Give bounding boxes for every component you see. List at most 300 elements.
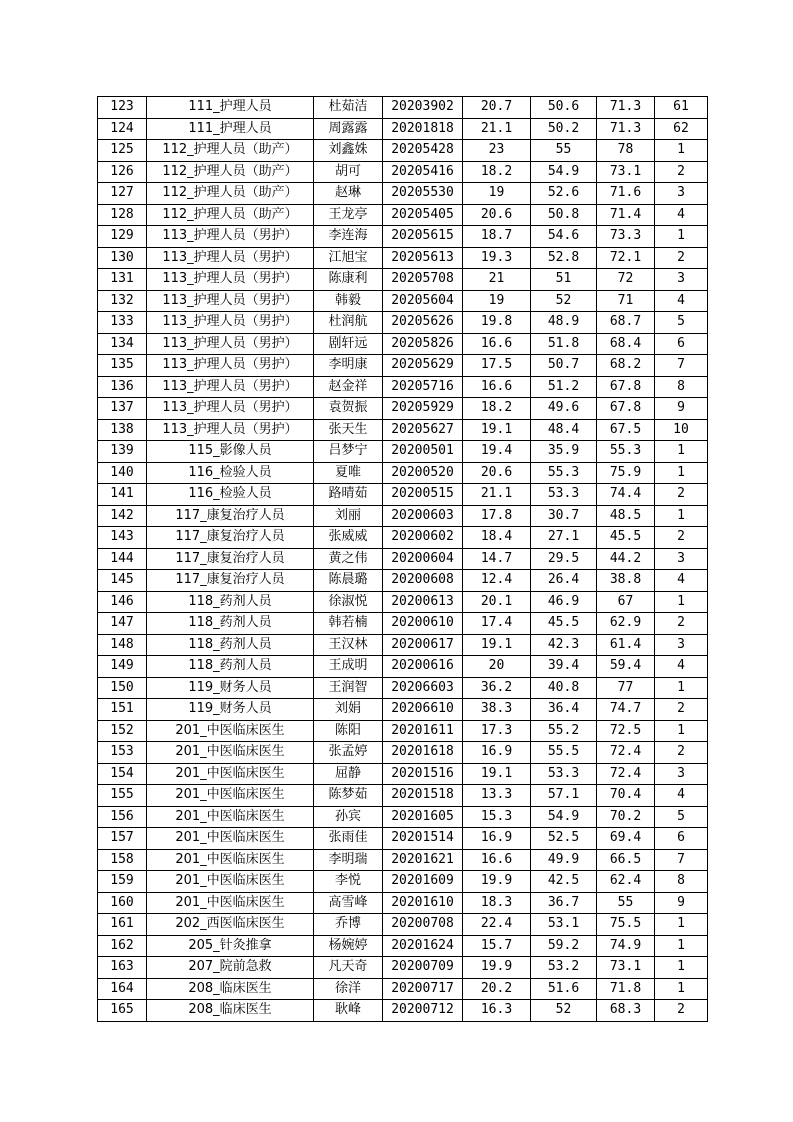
position-cell: 202_西医临床医生 <box>147 914 314 936</box>
exam-id-cell: 20200515 <box>383 484 463 506</box>
table-row <box>98 462 708 484</box>
rank-cell: 9 <box>655 398 708 420</box>
total-score-cell: 73.3 <box>597 226 655 248</box>
position-cell: 113_护理人员（男护） <box>147 290 314 312</box>
score-a-cell: 21.1 <box>463 118 531 140</box>
exam-id-cell: 20205627 <box>383 419 463 441</box>
position-cell: 115_影像人员 <box>147 441 314 463</box>
score-b-cell: 55 <box>531 140 597 162</box>
name-cell: 杜茹洁 <box>314 97 383 119</box>
table-row <box>98 828 708 850</box>
position-cell: 201_中医临床医生 <box>147 892 314 914</box>
position-cell: 208_临床医生 <box>147 1000 314 1022</box>
total-score-cell: 71.8 <box>597 978 655 1000</box>
score-a-cell: 15.7 <box>463 935 531 957</box>
position-cell: 207_院前急救 <box>147 957 314 979</box>
name-cell: 王润智 <box>314 677 383 699</box>
name-cell: 陈阳 <box>314 720 383 742</box>
score-a-cell: 20.6 <box>463 462 531 484</box>
name-cell: 韩毅 <box>314 290 383 312</box>
rank-cell: 1 <box>655 226 708 248</box>
table-row <box>98 548 708 570</box>
exam-id-cell: 20203902 <box>383 97 463 119</box>
exam-id-cell: 20200610 <box>383 613 463 635</box>
total-score-cell: 68.3 <box>597 1000 655 1022</box>
position-cell: 119_财务人员 <box>147 699 314 721</box>
exam-id-cell: 20200603 <box>383 505 463 527</box>
rank-cell: 6 <box>655 828 708 850</box>
score-a-cell: 16.6 <box>463 333 531 355</box>
score-b-cell: 39.4 <box>531 656 597 678</box>
total-score-cell: 75.5 <box>597 914 655 936</box>
table-row <box>98 269 708 291</box>
score-a-cell: 20.1 <box>463 591 531 613</box>
score-b-cell: 35.9 <box>531 441 597 463</box>
rank-cell: 10 <box>655 419 708 441</box>
name-cell: 周露露 <box>314 118 383 140</box>
score-a-cell: 17.4 <box>463 613 531 635</box>
score-b-cell: 59.2 <box>531 935 597 957</box>
total-score-cell: 55 <box>597 892 655 914</box>
exam-id-cell: 20205826 <box>383 333 463 355</box>
row-index-cell: 137 <box>98 398 147 420</box>
exam-id-cell: 20205615 <box>383 226 463 248</box>
row-index-cell: 134 <box>98 333 147 355</box>
position-cell: 201_中医临床医生 <box>147 720 314 742</box>
rank-cell: 2 <box>655 484 708 506</box>
total-score-cell: 78 <box>597 140 655 162</box>
row-index-cell: 130 <box>98 247 147 269</box>
rank-cell: 1 <box>655 720 708 742</box>
table-row <box>98 806 708 828</box>
score-a-cell: 20.2 <box>463 978 531 1000</box>
position-cell: 116_检验人员 <box>147 484 314 506</box>
table-row <box>98 118 708 140</box>
row-index-cell: 165 <box>98 1000 147 1022</box>
rank-cell: 1 <box>655 677 708 699</box>
exam-id-cell: 20205604 <box>383 290 463 312</box>
total-score-cell: 38.8 <box>597 570 655 592</box>
exam-id-cell: 20205716 <box>383 376 463 398</box>
position-cell: 116_检验人员 <box>147 462 314 484</box>
score-a-cell: 36.2 <box>463 677 531 699</box>
name-cell: 高雪峰 <box>314 892 383 914</box>
name-cell: 胡可 <box>314 161 383 183</box>
name-cell: 路晴茹 <box>314 484 383 506</box>
name-cell: 陈梦茹 <box>314 785 383 807</box>
row-index-cell: 158 <box>98 849 147 871</box>
row-index-cell: 153 <box>98 742 147 764</box>
score-b-cell: 52.6 <box>531 183 597 205</box>
row-index-cell: 142 <box>98 505 147 527</box>
rank-cell: 1 <box>655 914 708 936</box>
table-row <box>98 677 708 699</box>
rank-cell: 3 <box>655 634 708 656</box>
rank-cell: 2 <box>655 527 708 549</box>
total-score-cell: 67.8 <box>597 398 655 420</box>
table-row <box>98 247 708 269</box>
total-score-cell: 74.7 <box>597 699 655 721</box>
exam-id-cell: 20200616 <box>383 656 463 678</box>
name-cell: 刘鑫姝 <box>314 140 383 162</box>
name-cell: 陈康利 <box>314 269 383 291</box>
row-index-cell: 157 <box>98 828 147 850</box>
rank-cell: 2 <box>655 742 708 764</box>
score-a-cell: 17.8 <box>463 505 531 527</box>
position-cell: 119_财务人员 <box>147 677 314 699</box>
exam-id-cell: 20205629 <box>383 355 463 377</box>
score-a-cell: 23 <box>463 140 531 162</box>
exam-id-cell: 20200501 <box>383 441 463 463</box>
exam-id-cell: 20200709 <box>383 957 463 979</box>
rank-cell: 4 <box>655 656 708 678</box>
score-a-cell: 19 <box>463 290 531 312</box>
total-score-cell: 55.3 <box>597 441 655 463</box>
score-a-cell: 18.7 <box>463 226 531 248</box>
table-row <box>98 441 708 463</box>
row-index-cell: 161 <box>98 914 147 936</box>
name-cell: 刘丽 <box>314 505 383 527</box>
name-cell: 李明康 <box>314 355 383 377</box>
rank-cell: 2 <box>655 161 708 183</box>
score-a-cell: 19.1 <box>463 763 531 785</box>
row-index-cell: 156 <box>98 806 147 828</box>
total-score-cell: 59.4 <box>597 656 655 678</box>
table-row <box>98 957 708 979</box>
table-row <box>98 290 708 312</box>
position-cell: 201_中医临床医生 <box>147 742 314 764</box>
table-row <box>98 634 708 656</box>
row-index-cell: 123 <box>98 97 147 119</box>
score-b-cell: 46.9 <box>531 591 597 613</box>
table-row <box>98 355 708 377</box>
rank-cell: 3 <box>655 548 708 570</box>
total-score-cell: 62.4 <box>597 871 655 893</box>
total-score-cell: 69.4 <box>597 828 655 850</box>
exam-id-cell: 20205428 <box>383 140 463 162</box>
name-cell: 李明瑞 <box>314 849 383 871</box>
row-index-cell: 152 <box>98 720 147 742</box>
row-index-cell: 163 <box>98 957 147 979</box>
row-index-cell: 155 <box>98 785 147 807</box>
position-cell: 113_护理人员（男护） <box>147 333 314 355</box>
exam-id-cell: 20205416 <box>383 161 463 183</box>
score-a-cell: 12.4 <box>463 570 531 592</box>
score-a-cell: 19.4 <box>463 441 531 463</box>
score-b-cell: 55.2 <box>531 720 597 742</box>
score-b-cell: 51.6 <box>531 978 597 1000</box>
position-cell: 113_护理人员（男护） <box>147 269 314 291</box>
score-b-cell: 52.5 <box>531 828 597 850</box>
position-cell: 201_中医临床医生 <box>147 828 314 850</box>
rank-cell: 3 <box>655 183 708 205</box>
score-b-cell: 57.1 <box>531 785 597 807</box>
total-score-cell: 68.4 <box>597 333 655 355</box>
exam-id-cell: 20200708 <box>383 914 463 936</box>
row-index-cell: 129 <box>98 226 147 248</box>
score-b-cell: 36.4 <box>531 699 597 721</box>
score-b-cell: 55.3 <box>531 462 597 484</box>
row-index-cell: 164 <box>98 978 147 1000</box>
position-cell: 117_康复治疗人员 <box>147 570 314 592</box>
rank-cell: 62 <box>655 118 708 140</box>
row-index-cell: 148 <box>98 634 147 656</box>
total-score-cell: 70.2 <box>597 806 655 828</box>
row-index-cell: 135 <box>98 355 147 377</box>
row-index-cell: 145 <box>98 570 147 592</box>
table-row <box>98 892 708 914</box>
rank-cell: 8 <box>655 376 708 398</box>
position-cell: 113_护理人员（男护） <box>147 355 314 377</box>
score-a-cell: 38.3 <box>463 699 531 721</box>
score-a-cell: 21 <box>463 269 531 291</box>
name-cell: 李连海 <box>314 226 383 248</box>
name-cell: 张雨佳 <box>314 828 383 850</box>
exam-id-cell: 20205405 <box>383 204 463 226</box>
row-index-cell: 141 <box>98 484 147 506</box>
name-cell: 王成明 <box>314 656 383 678</box>
total-score-cell: 44.2 <box>597 548 655 570</box>
position-cell: 208_临床医生 <box>147 978 314 1000</box>
position-cell: 113_护理人员（男护） <box>147 226 314 248</box>
table-row <box>98 935 708 957</box>
exam-id-cell: 20200604 <box>383 548 463 570</box>
score-a-cell: 17.5 <box>463 355 531 377</box>
position-cell: 201_中医临床医生 <box>147 806 314 828</box>
table-row <box>98 656 708 678</box>
name-cell: 韩若楠 <box>314 613 383 635</box>
score-b-cell: 54.9 <box>531 806 597 828</box>
table-row <box>98 204 708 226</box>
table-row <box>98 376 708 398</box>
total-score-cell: 72.1 <box>597 247 655 269</box>
total-score-cell: 72.4 <box>597 763 655 785</box>
score-a-cell: 16.9 <box>463 742 531 764</box>
name-cell: 王汉林 <box>314 634 383 656</box>
score-b-cell: 55.5 <box>531 742 597 764</box>
results-table <box>97 96 708 1022</box>
score-b-cell: 30.7 <box>531 505 597 527</box>
row-index-cell: 150 <box>98 677 147 699</box>
total-score-cell: 71.3 <box>597 118 655 140</box>
score-a-cell: 19 <box>463 183 531 205</box>
table-row <box>98 1000 708 1022</box>
table-row <box>98 97 708 119</box>
score-b-cell: 29.5 <box>531 548 597 570</box>
position-cell: 112_护理人员（助产） <box>147 204 314 226</box>
row-index-cell: 159 <box>98 871 147 893</box>
row-index-cell: 136 <box>98 376 147 398</box>
rank-cell: 1 <box>655 462 708 484</box>
score-a-cell: 21.1 <box>463 484 531 506</box>
position-cell: 205_针灸推拿 <box>147 935 314 957</box>
name-cell: 赵琳 <box>314 183 383 205</box>
row-index-cell: 128 <box>98 204 147 226</box>
score-b-cell: 50.7 <box>531 355 597 377</box>
position-cell: 113_护理人员（男护） <box>147 376 314 398</box>
exam-id-cell: 20201621 <box>383 849 463 871</box>
name-cell: 吕梦宁 <box>314 441 383 463</box>
position-cell: 201_中医临床医生 <box>147 849 314 871</box>
total-score-cell: 74.9 <box>597 935 655 957</box>
name-cell: 剧轩远 <box>314 333 383 355</box>
score-a-cell: 18.3 <box>463 892 531 914</box>
name-cell: 夏唯 <box>314 462 383 484</box>
row-index-cell: 160 <box>98 892 147 914</box>
score-a-cell: 19.3 <box>463 247 531 269</box>
score-b-cell: 49.6 <box>531 398 597 420</box>
score-a-cell: 16.6 <box>463 849 531 871</box>
position-cell: 112_护理人员（助产） <box>147 183 314 205</box>
name-cell: 李悦 <box>314 871 383 893</box>
row-index-cell: 127 <box>98 183 147 205</box>
rank-cell: 8 <box>655 871 708 893</box>
name-cell: 凡天奇 <box>314 957 383 979</box>
rank-cell: 1 <box>655 978 708 1000</box>
row-index-cell: 124 <box>98 118 147 140</box>
name-cell: 赵金祥 <box>314 376 383 398</box>
position-cell: 113_护理人员（男护） <box>147 398 314 420</box>
name-cell: 孙宾 <box>314 806 383 828</box>
table-row <box>98 742 708 764</box>
total-score-cell: 72.4 <box>597 742 655 764</box>
rank-cell: 1 <box>655 591 708 613</box>
position-cell: 118_药剂人员 <box>147 634 314 656</box>
row-index-cell: 131 <box>98 269 147 291</box>
rank-cell: 4 <box>655 570 708 592</box>
position-cell: 113_护理人员（男护） <box>147 247 314 269</box>
exam-id-cell: 20200717 <box>383 978 463 1000</box>
score-b-cell: 53.1 <box>531 914 597 936</box>
total-score-cell: 68.2 <box>597 355 655 377</box>
rank-cell: 2 <box>655 613 708 635</box>
table-row <box>98 720 708 742</box>
row-index-cell: 147 <box>98 613 147 635</box>
score-a-cell: 19.1 <box>463 419 531 441</box>
exam-id-cell: 20201610 <box>383 892 463 914</box>
score-a-cell: 18.2 <box>463 161 531 183</box>
position-cell: 117_康复治疗人员 <box>147 548 314 570</box>
score-b-cell: 49.9 <box>531 849 597 871</box>
position-cell: 112_护理人员（助产） <box>147 161 314 183</box>
total-score-cell: 71.4 <box>597 204 655 226</box>
exam-id-cell: 20201609 <box>383 871 463 893</box>
table-row <box>98 419 708 441</box>
position-cell: 117_康复治疗人员 <box>147 527 314 549</box>
score-a-cell: 20 <box>463 656 531 678</box>
exam-id-cell: 20200608 <box>383 570 463 592</box>
table-row <box>98 978 708 1000</box>
rank-cell: 2 <box>655 247 708 269</box>
score-b-cell: 42.3 <box>531 634 597 656</box>
table-row <box>98 699 708 721</box>
table-row <box>98 398 708 420</box>
name-cell: 王龙亭 <box>314 204 383 226</box>
exam-id-cell: 20205530 <box>383 183 463 205</box>
row-index-cell: 133 <box>98 312 147 334</box>
position-cell: 118_药剂人员 <box>147 591 314 613</box>
table-row <box>98 161 708 183</box>
table-row <box>98 613 708 635</box>
score-b-cell: 50.2 <box>531 118 597 140</box>
rank-cell: 2 <box>655 699 708 721</box>
exam-id-cell: 20206603 <box>383 677 463 699</box>
table-row <box>98 914 708 936</box>
exam-id-cell: 20200712 <box>383 1000 463 1022</box>
score-b-cell: 36.7 <box>531 892 597 914</box>
rank-cell: 1 <box>655 957 708 979</box>
table-row <box>98 871 708 893</box>
rank-cell: 1 <box>655 140 708 162</box>
name-cell: 耿峰 <box>314 1000 383 1022</box>
exam-id-cell: 20200613 <box>383 591 463 613</box>
position-cell: 112_护理人员（助产） <box>147 140 314 162</box>
rank-cell: 2 <box>655 1000 708 1022</box>
score-a-cell: 13.3 <box>463 785 531 807</box>
row-index-cell: 144 <box>98 548 147 570</box>
exam-id-cell: 20201514 <box>383 828 463 850</box>
score-a-cell: 17.3 <box>463 720 531 742</box>
score-a-cell: 15.3 <box>463 806 531 828</box>
row-index-cell: 125 <box>98 140 147 162</box>
table-row <box>98 484 708 506</box>
name-cell: 陈晨璐 <box>314 570 383 592</box>
row-index-cell: 146 <box>98 591 147 613</box>
score-a-cell: 19.8 <box>463 312 531 334</box>
total-score-cell: 66.5 <box>597 849 655 871</box>
total-score-cell: 71 <box>597 290 655 312</box>
rank-cell: 4 <box>655 204 708 226</box>
rank-cell: 1 <box>655 935 708 957</box>
score-b-cell: 52.8 <box>531 247 597 269</box>
position-cell: 117_康复治疗人员 <box>147 505 314 527</box>
position-cell: 201_中医临床医生 <box>147 871 314 893</box>
score-b-cell: 52 <box>531 1000 597 1022</box>
score-a-cell: 18.4 <box>463 527 531 549</box>
exam-id-cell: 20206610 <box>383 699 463 721</box>
score-b-cell: 48.9 <box>531 312 597 334</box>
total-score-cell: 48.5 <box>597 505 655 527</box>
score-a-cell: 18.2 <box>463 398 531 420</box>
row-index-cell: 132 <box>98 290 147 312</box>
total-score-cell: 72.5 <box>597 720 655 742</box>
score-b-cell: 54.6 <box>531 226 597 248</box>
name-cell: 张孟婷 <box>314 742 383 764</box>
score-a-cell: 19.1 <box>463 634 531 656</box>
rank-cell: 1 <box>655 505 708 527</box>
row-index-cell: 154 <box>98 763 147 785</box>
total-score-cell: 71.6 <box>597 183 655 205</box>
rank-cell: 3 <box>655 763 708 785</box>
score-a-cell: 19.9 <box>463 871 531 893</box>
exam-id-cell: 20201516 <box>383 763 463 785</box>
table-row <box>98 527 708 549</box>
score-a-cell: 20.7 <box>463 97 531 119</box>
total-score-cell: 70.4 <box>597 785 655 807</box>
total-score-cell: 71.3 <box>597 97 655 119</box>
score-a-cell: 16.3 <box>463 1000 531 1022</box>
rank-cell: 1 <box>655 441 708 463</box>
exam-id-cell: 20205929 <box>383 398 463 420</box>
table-row <box>98 140 708 162</box>
position-cell: 111_护理人员 <box>147 97 314 119</box>
row-index-cell: 126 <box>98 161 147 183</box>
score-b-cell: 45.5 <box>531 613 597 635</box>
score-b-cell: 48.4 <box>531 419 597 441</box>
row-index-cell: 138 <box>98 419 147 441</box>
score-b-cell: 53.3 <box>531 763 597 785</box>
name-cell: 张天生 <box>314 419 383 441</box>
